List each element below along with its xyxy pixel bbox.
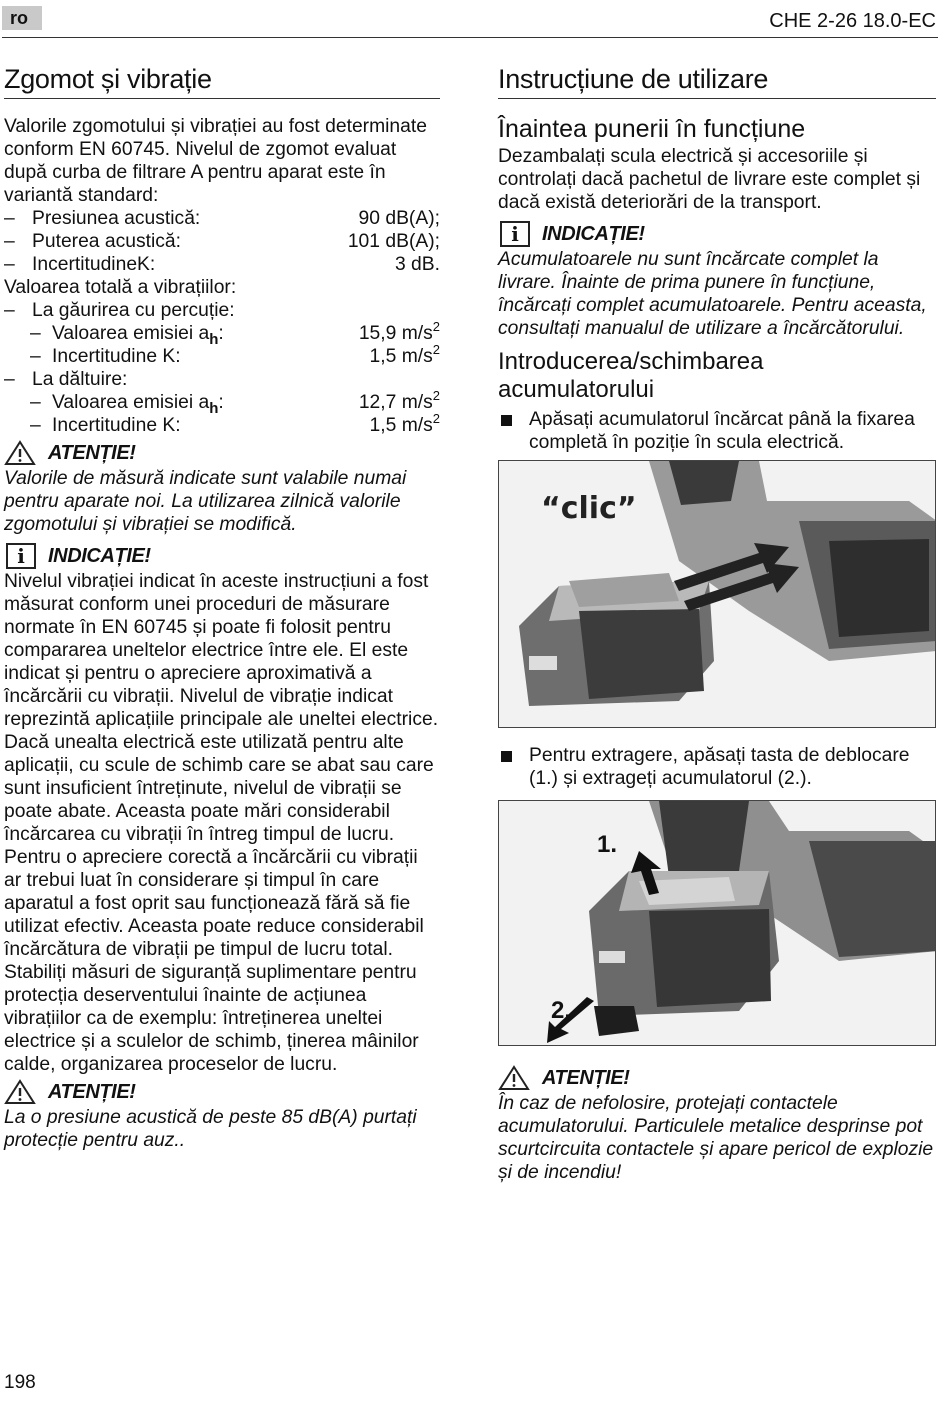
k-value: 1,5 m/s — [369, 415, 433, 436]
noise-row-uncertainty: – IncertitudineK: 3 dB. — [4, 254, 440, 275]
warning-text: La o presiune acustică de peste 85 dB(A) purtați protecție pentru auz.. — [4, 1107, 417, 1151]
model-name: CHE 2-26 18.0-EC — [769, 10, 936, 32]
note-text: Acumulatoarele nu sunt încărcate complet la livrare. Înainte de prima punere în funcțiune, încărcați complet acumulatoarele. Pentru aceasta, consultați manualul de utilizare a încărcătorului. — [498, 249, 927, 339]
left-column — [4, 62, 440, 1152]
noise-row-pressure: – Presiunea acustică: 90 dB(A); — [4, 208, 440, 229]
noise-label: Presiunea acustică: — [32, 208, 201, 229]
noise-value: 90 dB(A); — [358, 208, 440, 229]
warning-label: ATENȚIE! — [48, 441, 136, 464]
page-number: 198 — [4, 1372, 36, 1393]
list-item — [498, 408, 936, 454]
intro-paragraph: Valorile zgomotului și vibrației au fost determinate conform EN 60745. Nivelul de zgomot evaluat după curba de filtrare A pentru aparat este în variantă standard: — [4, 116, 427, 206]
note-heading — [498, 220, 936, 248]
chisel-row: – La dăltuire: — [4, 369, 128, 390]
vibration-total-title: Valoarea totală a vibrațiilor: — [4, 277, 237, 298]
step-one-label: 1. — [597, 831, 618, 858]
section-title-noise-vibration: Zgomot și vibrație — [4, 62, 440, 99]
emission-label: Valoarea emisiei a — [52, 392, 210, 413]
body-paragraph: Dacă unealta electrică este utilizată pentru alte aplicații, cu scule de schimb care se abat sau care sunt insuficient întreținute, nivelul de vibrații se poate abate. Aceasta poate mări considerabil încărcarea cu vibrații în întreg timpul de lucru. — [4, 732, 434, 845]
emission-label: Valoarea emisiei a — [52, 323, 210, 344]
noise-label: Puterea acustică: — [32, 231, 181, 252]
emission-value: 12,7 m/s — [358, 392, 433, 413]
emission-subscript: h — [209, 400, 219, 417]
drilling-k-row: – Incertitudine K: 1,5 $m/s^2$ — [30, 342, 440, 367]
k-value: 1,5 m/s — [369, 346, 433, 367]
chisel-k-row: – Incertitudine K: 1,5 $m/s^2$ — [30, 411, 440, 436]
body-paragraph: Nivelul vibrației indicat în aceste instrucțiuni a fost măsurat conform unei proceduri de măsurare normate în EN 60745 și poate fi folosit pentru compararea uneltelor electrice între ele. El este indicat și pentru o apreciere aproximativă a încărcării cu vibrații. Nivelul de vibrație indicat reprezintă aplicațiile principale ale uneltei electrice. — [4, 571, 439, 730]
emission-subscript: h — [209, 331, 219, 348]
warning-triangle-icon — [498, 1065, 530, 1091]
drilling-emission-row: – Valoarea emisiei $a_h$: 15,9 $m/s^2$ — [30, 319, 440, 348]
emission-value: 15,9 m/s — [358, 323, 433, 344]
warning-text: Valorile de măsură indicate sunt valabile numai pentru aparate noi. La utilizarea zilnică valorile zgomotului și vibrației se modifică. — [4, 468, 407, 535]
battery-removal-photo — [498, 800, 936, 1046]
info-icon: i — [6, 543, 36, 569]
chisel-label: La dăltuire: — [32, 369, 128, 390]
noise-row-power: – Puterea acustică: 101 dB(A); — [4, 231, 440, 252]
subsection-title-battery: Introducerea/schimbarea acumulatorului — [498, 348, 764, 403]
noise-value: 3 dB. — [394, 254, 440, 275]
note-label: INDICAȚIE! — [542, 222, 645, 245]
language-tag: ro — [2, 6, 42, 30]
body-paragraph: Stabiliți măsuri de siguranță suplimentare pentru protecția deserventului înainte de acțiunea vibrațiilor ca de exemplu: întreținerea uneltei electrice și a sculelor de schimb, ținerea mâinilor calde, organizarea proceselor de lucru. — [4, 962, 419, 1075]
k-label: Incertitudine K: — [52, 415, 181, 436]
k-label: Incertitudine K: — [52, 346, 181, 367]
header-rule — [2, 37, 938, 38]
warning-heading — [4, 1078, 440, 1106]
warning-text: În caz de nefolosire, protejați contactele acumulatorului. Particulele metalice desprinse pot scurtcircuita contactele și apare pericol de explozie și de incendiu! — [498, 1093, 934, 1183]
battery-insert-photo — [498, 460, 936, 728]
body-paragraph: Pentru o apreciere corectă a încărcării cu vibrații ar trebui luat în considerare și timpul în care aparatul a fost oprit sau funcționează fără să fie utilizat efectiv. Aceasta poate reduce considerabil încărcătura de vibrații pe timpul de lucru total. — [4, 847, 424, 960]
click-label: “clic” — [541, 491, 637, 526]
warning-label: ATENȚIE! — [48, 1080, 136, 1103]
warning-label: ATENȚIE! — [542, 1066, 630, 1089]
note-label: INDICAȚIE! — [48, 544, 151, 567]
noise-value: 101 dB(A); — [347, 231, 440, 252]
bullet-text: Pentru extragere, apăsați tasta de deblocare (1.) și extrageți acumulatorul (2.). — [529, 745, 910, 789]
warning-triangle-icon — [4, 1079, 36, 1105]
section-title-operating: Instrucțiune de utilizare — [498, 62, 936, 99]
subsection-title-before-use: Înaintea punerii în funcțiune — [498, 115, 806, 143]
bullet-text: Apăsați acumulatorul încărcat până la fixarea completă în poziție în scula electrică. — [529, 409, 915, 453]
right-column — [498, 62, 936, 1184]
list-item — [498, 744, 936, 790]
note-heading — [4, 542, 440, 570]
warning-heading — [4, 439, 440, 467]
info-icon: i — [500, 221, 530, 247]
bullet-square-icon — [501, 751, 512, 762]
bullet-square-icon — [501, 415, 512, 426]
body-paragraph: Dezambalați scula electrică și accesoriile și controlați dacă pachetul de livrare este complet și dacă există deteriorări de la transport. — [498, 146, 921, 213]
step-two-label: 2. — [551, 997, 572, 1024]
warning-heading — [498, 1064, 936, 1092]
drilling-row: – La găurirea cu percuție: — [4, 300, 235, 321]
chisel-emission-row: – Valoarea emisiei $a_h$: 12,7 $m/s^2$ — [30, 388, 440, 417]
drilling-label: La găurirea cu percuție: — [32, 300, 235, 321]
noise-label: IncertitudineK: — [32, 254, 156, 275]
warning-triangle-icon — [4, 440, 36, 466]
